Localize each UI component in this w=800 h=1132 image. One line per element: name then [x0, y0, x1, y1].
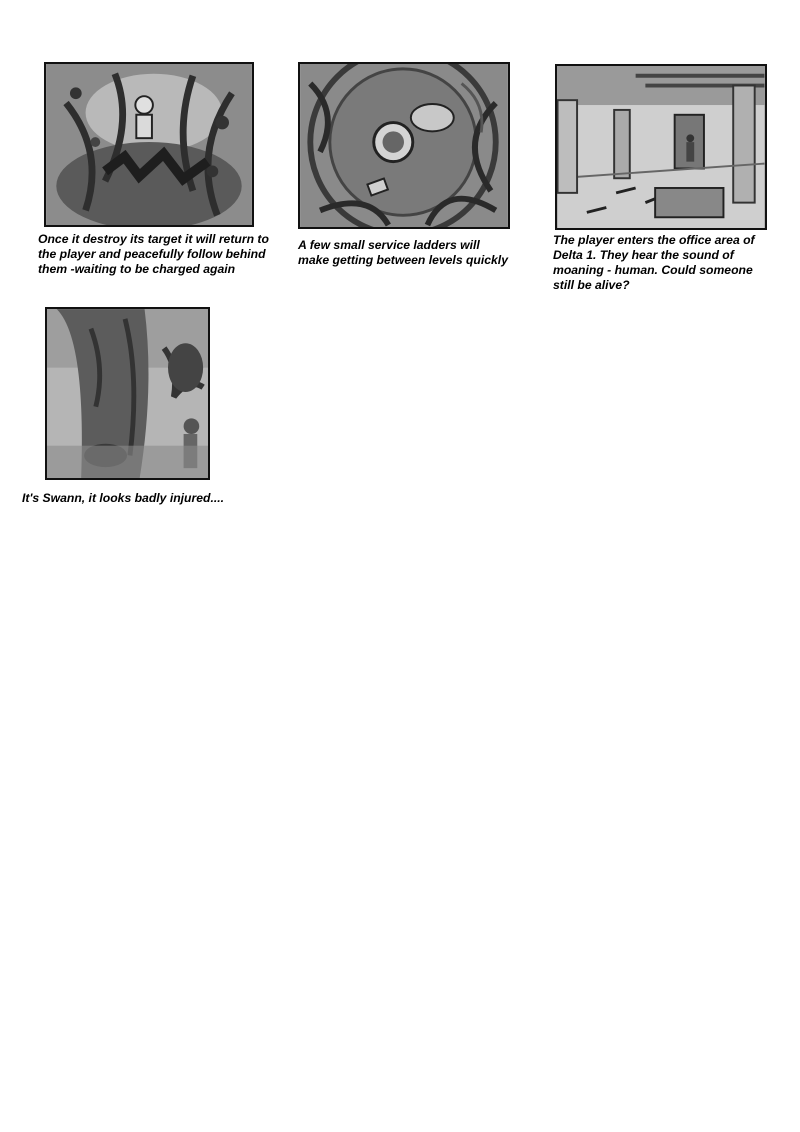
panel-2-caption: A few small service ladders will make getting between levels quickly — [298, 238, 508, 267]
panel-3-caption: The player enters the office area of Delta 1. They hear the sound of moaning - human. Could someone still be alive? — [553, 233, 755, 292]
storyboard-panel-3 — [555, 64, 767, 230]
panel-4-caption: It's Swann, it looks badly injured.... — [22, 491, 224, 505]
swann-injured-illustration — [47, 309, 208, 478]
storyboard-panel-1 — [44, 62, 254, 227]
storyboard-panel-2 — [298, 62, 510, 229]
service-ladders-illustration — [300, 64, 508, 227]
swarm-attack-illustration — [46, 64, 252, 225]
storyboard-panel-4 — [45, 307, 210, 480]
office-area-illustration — [557, 66, 765, 228]
panel-1-caption: Once it destroy its target it will return to the player and peacefully follow behind them -waiting to be charged again — [38, 232, 269, 276]
